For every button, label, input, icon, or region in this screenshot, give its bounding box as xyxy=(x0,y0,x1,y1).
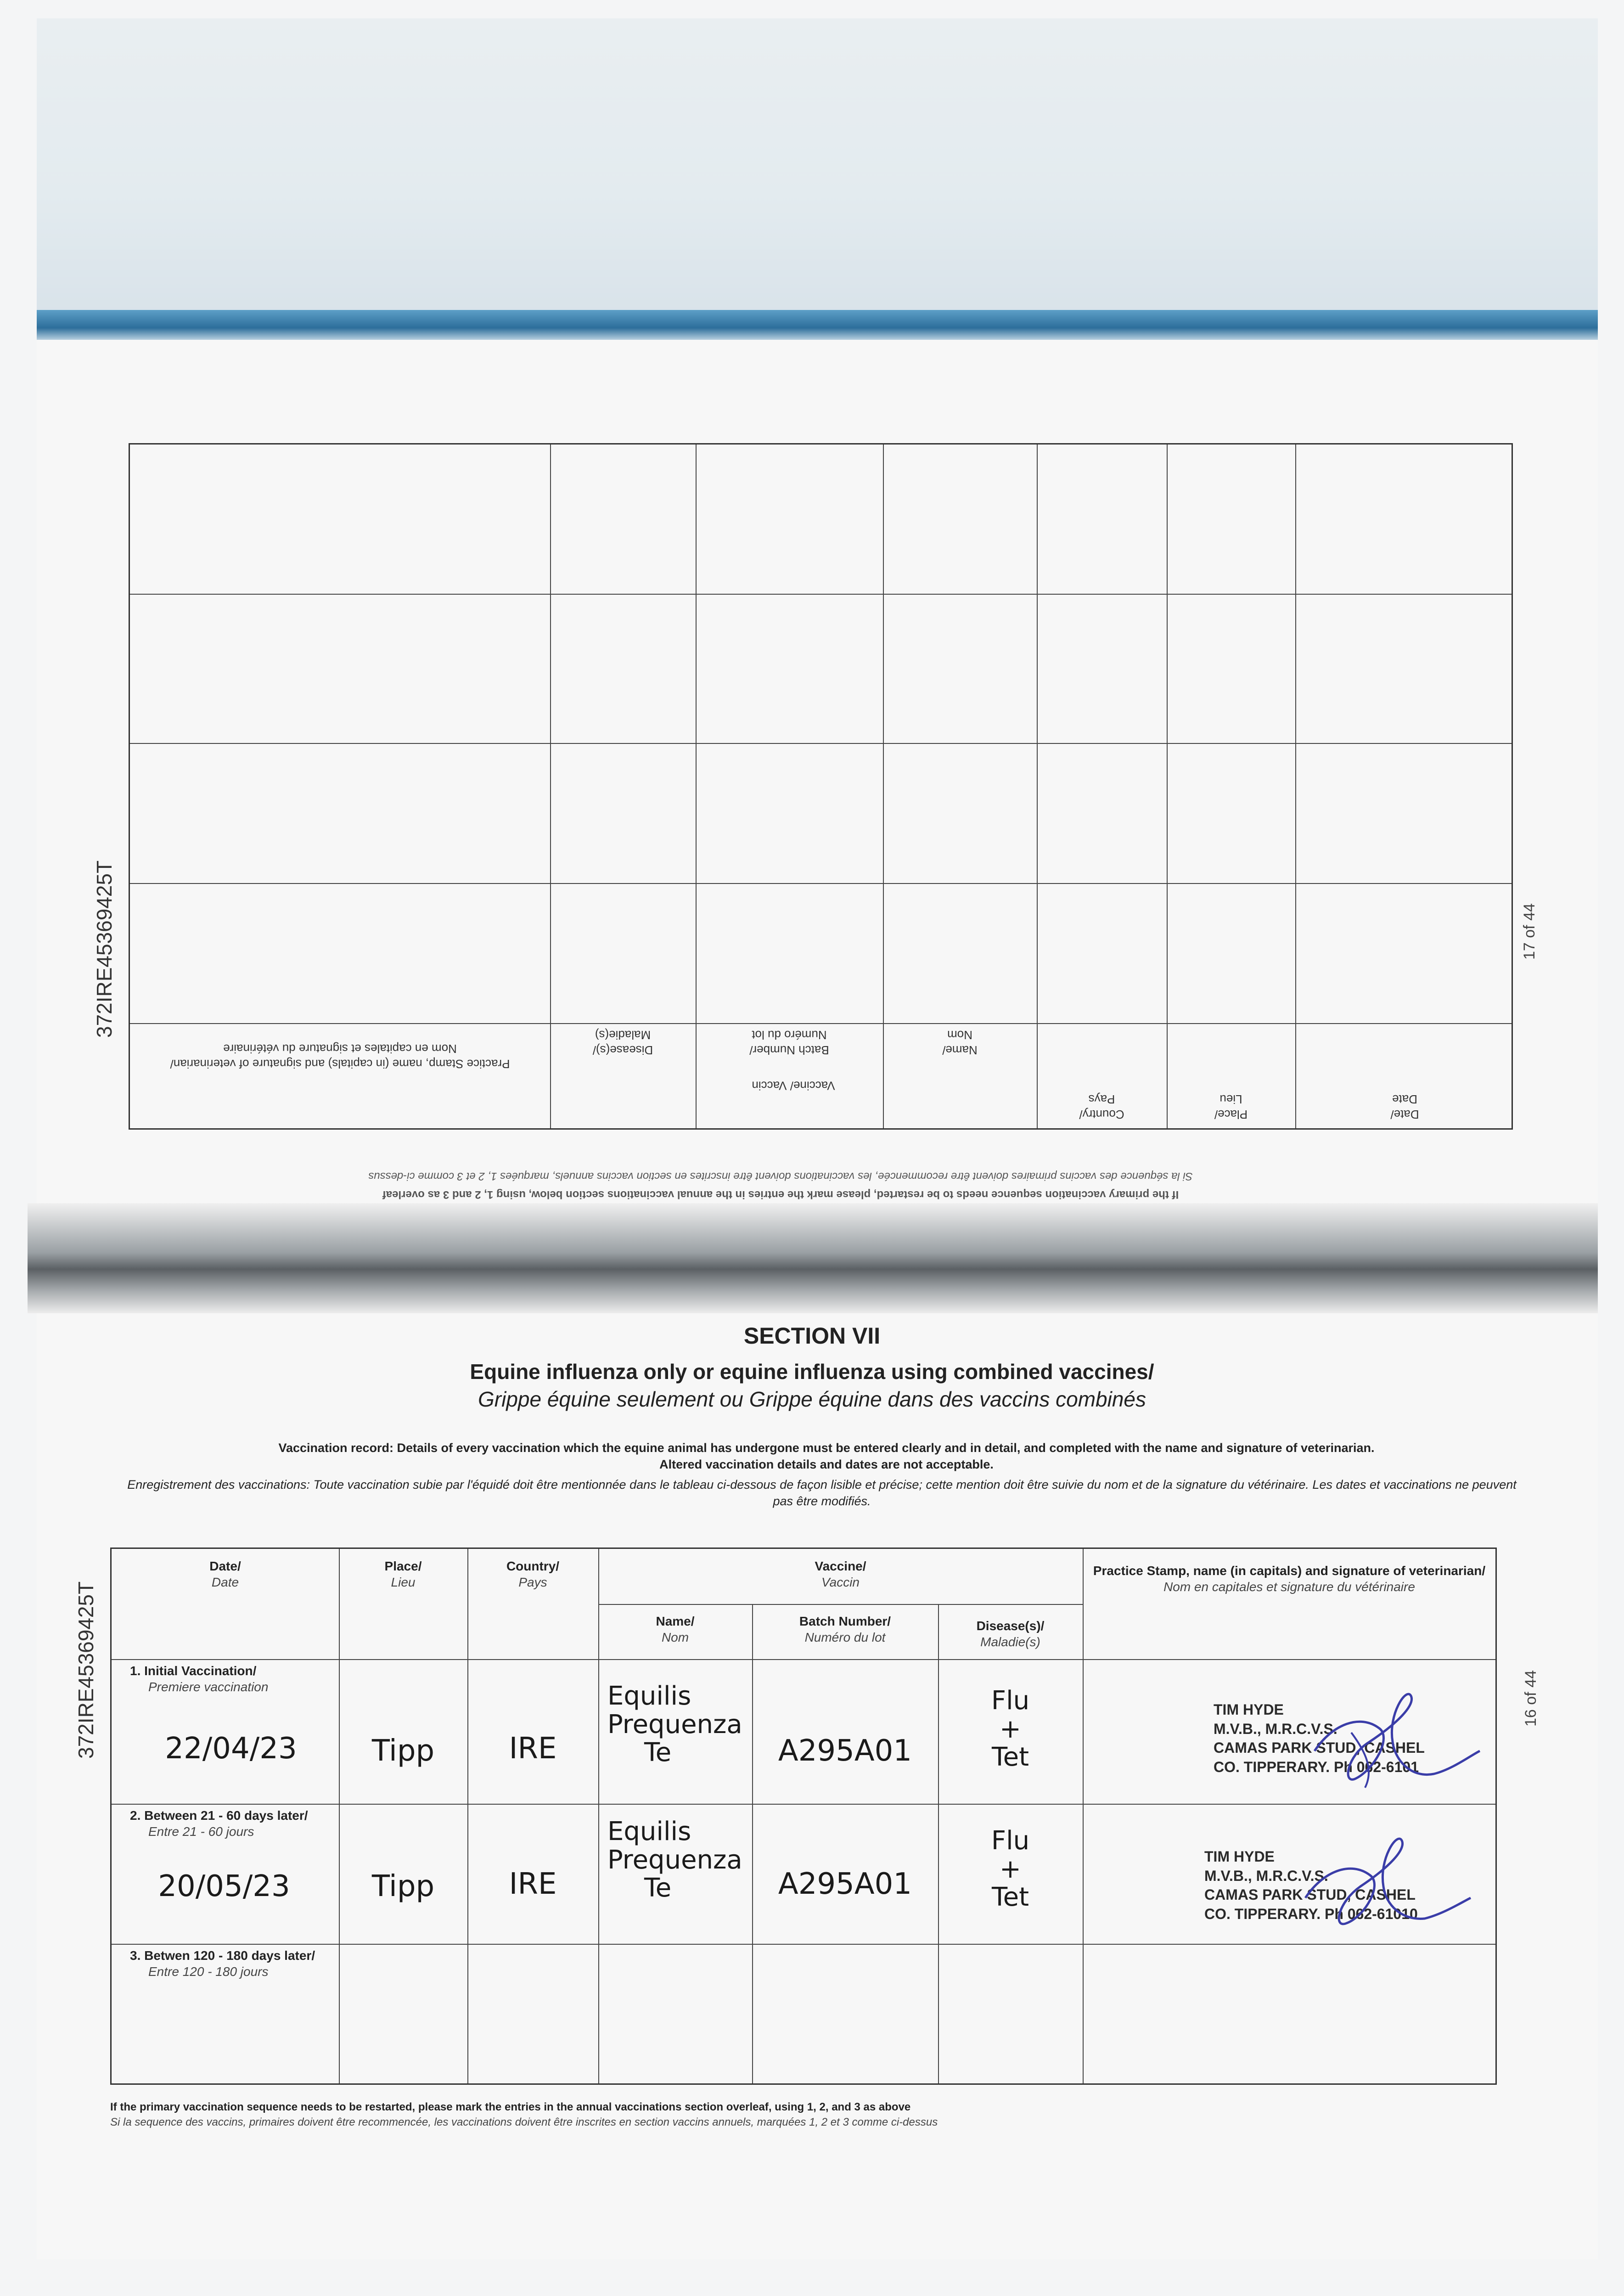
row1-vaccine-name: Equilis Prequenza Te xyxy=(607,1681,742,1768)
upper-name-header: Name/ xyxy=(942,1043,978,1057)
row2-vaccine-name: Equilis Prequenza Te xyxy=(607,1817,742,1903)
upper-country-header: Country/ xyxy=(1079,1108,1124,1121)
upper-vaccination-table xyxy=(129,443,1513,1130)
country-header: Country/ Pays xyxy=(506,1559,560,1589)
row2-batch-number: A295A01 xyxy=(778,1867,912,1901)
footer-note-fr: Si la sequence des vaccins, primaires doivent être recommencée, les vaccinations doivent être inscrites en section vaccins annuels, marquées 1, 2 et 3 comme ci-dessus xyxy=(110,2116,938,2128)
row1-batch-number: A295A01 xyxy=(778,1734,912,1768)
upper-stamp-header-fr: Nom en capitales et signature du vétérinaire xyxy=(223,1042,457,1056)
passport-cover-edge xyxy=(37,310,1598,340)
upper-note-restart-fr: Si la séquence des vaccins primaires doivent être recommencée, les vaccinations doivent être inscrites en section vaccins annuels, marquées 1, 2 et 3 comme ci-dessus xyxy=(368,1170,1193,1182)
batch-number-header: Batch Number/ Numéro du lot xyxy=(799,1614,891,1644)
row1-practice-stamp: TIM HYDE M.V.B., M.R.C.V.S. CAMAS PARK STUD, CASHEL CO. TIPPERARY. Ph 062-6101 xyxy=(1214,1701,1425,1775)
upper-place-header-fr: Lieu xyxy=(1219,1092,1242,1107)
lower-page-number: 16 of 44 xyxy=(1522,1670,1540,1727)
record-instructions-en-altered: Altered vaccination details and dates are not acceptable. xyxy=(659,1458,994,1472)
upper-name-header-fr: Nom xyxy=(947,1028,972,1042)
row1-place: Tipp xyxy=(371,1734,435,1768)
lower-serial-number: 372IRE45369425T xyxy=(74,1581,98,1759)
section-subtitle-fr: Grippe équine seulement ou Grippe équine dans des vaccins combinés xyxy=(478,1387,1146,1411)
row1-veterinarian-signature xyxy=(1296,1687,1489,1797)
row-initial-vaccination-label: 1. Initial Vaccination/ Premiere vaccination xyxy=(130,1664,269,1694)
upper-stamp-header: Practice Stamp, name (in capitals) and signature of veterinarian/ xyxy=(170,1057,510,1071)
upper-note-restart: If the primary vaccination sequence needs to be restarted, please mark the entries in the annual vaccinations section below, using 1, 2 and 3 as overleaf xyxy=(382,1188,1179,1201)
row1-diseases: Flu + Tet xyxy=(991,1686,1030,1773)
vaccination-record-instructions xyxy=(133,1440,1520,1473)
section-subtitle-en: Equine influenza only or equine influenza using combined vaccines/ xyxy=(470,1360,1154,1384)
upper-place-header: Place/ xyxy=(1214,1108,1248,1121)
row2-diseases: Flu + Tet xyxy=(991,1826,1030,1913)
page-fold-gutter xyxy=(28,1203,1598,1313)
upper-page-number: 17 of 44 xyxy=(1521,903,1538,960)
row2-practice-stamp: TIM HYDE M.V.B., M.R.C.V.S. CAMAS PARK STUD, CASHEL CO. TIPPERARY. Ph 062-61010 xyxy=(1204,1848,1418,1922)
scanner-background xyxy=(37,18,1598,312)
upper-batch-header-fr: Numéro du lot xyxy=(752,1028,827,1042)
row2-veterinarian-signature xyxy=(1287,1829,1480,1939)
date-header: Date/ Date xyxy=(209,1559,241,1589)
row2-country: IRE xyxy=(509,1867,557,1901)
upper-disease-header: Disease(s)/ xyxy=(592,1043,653,1057)
row1-date: 22/04/23 xyxy=(165,1732,297,1766)
practice-stamp-header: Practice Stamp, name (in capitals) and signature of veterinarian/ Nom en capitales et signature du vétérinaire xyxy=(1093,1564,1486,1594)
footer-note-en: If the primary vaccination sequence needs to be restarted, please mark the entries in the annual vaccinations section overleaf, using 1, 2, and 3 as above xyxy=(110,2101,911,2113)
upper-batch-header: Batch Number/ xyxy=(749,1043,829,1057)
row1-country: IRE xyxy=(509,1732,557,1766)
record-instructions-en: Vaccination record: Details of every vaccination which the equine animal has undergone must be entered clearly and in detail, and completed with the name and signature of veterinarian. xyxy=(278,1441,1375,1455)
upper-disease-header-fr: Maladie(s) xyxy=(595,1028,651,1042)
upper-date-header-fr: Date xyxy=(1392,1092,1417,1107)
upper-date-header: Date/ xyxy=(1390,1108,1419,1121)
row2-date: 20/05/23 xyxy=(158,1869,290,1903)
record-instructions-fr: Enregistrement des vaccinations: Toute vaccination subie par l'équidé doit être mentionnée dans le tableau ci-dessous de façon lisible et précise; cette mention doit être suivie du nom et de la signature du vétérinaire. Les dates et vaccinations ne peuvent pas être modifiés. xyxy=(127,1478,1517,1508)
section-title: SECTION VII xyxy=(743,1323,881,1349)
row2-place: Tipp xyxy=(371,1869,435,1903)
disease-header: Disease(s)/ Maladie(s) xyxy=(976,1619,1045,1649)
upper-country-header-fr: Pays xyxy=(1088,1092,1115,1107)
upper-table-header xyxy=(130,1023,1512,1128)
vaccination-table xyxy=(110,1548,1497,2085)
vaccine-name-header: Name/ Nom xyxy=(656,1614,695,1644)
row-third-vaccination-label: 3. Betwen 120 - 180 days later/ Entre 120 - 180 jours xyxy=(130,1948,315,1979)
vaccine-header: Vaccine/ Vaccin xyxy=(815,1559,866,1589)
upper-vaccine-header: Vaccine/ xyxy=(790,1079,835,1093)
row-second-vaccination-label: 2. Between 21 - 60 days later/ Entre 21 - 60 jours xyxy=(130,1808,308,1839)
place-header: Place/ Lieu xyxy=(384,1559,422,1589)
upper-vaccine-header-fr: Vaccin xyxy=(752,1079,787,1093)
upper-serial-number: 372IRE45369425T xyxy=(92,860,116,1038)
